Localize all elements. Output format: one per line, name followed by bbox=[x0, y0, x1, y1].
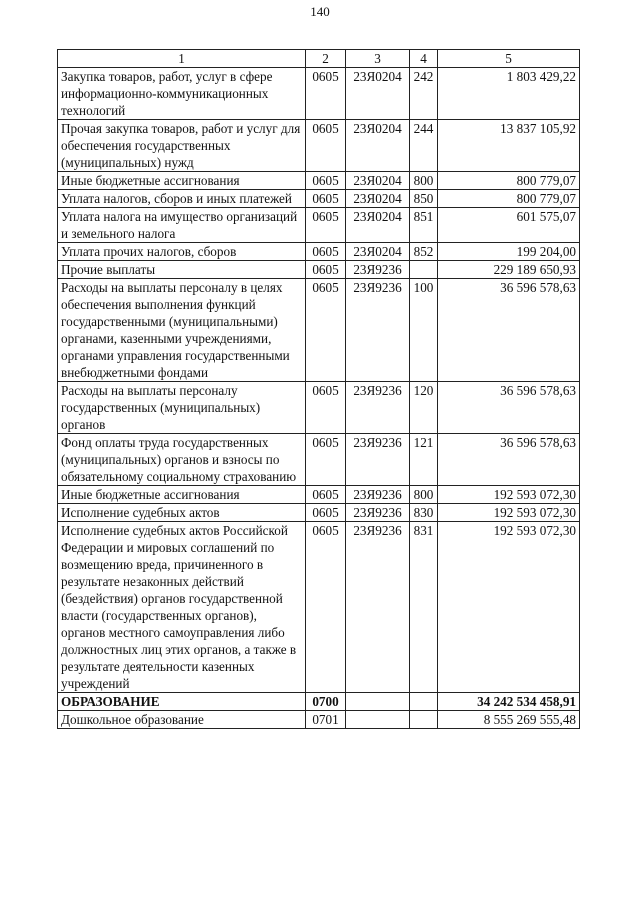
amount-cell: 34 242 534 458,91 bbox=[438, 693, 580, 711]
section-code-cell: 0605 bbox=[306, 504, 346, 522]
row-name-cell: Закупка товаров, работ, услуг в сфере информационно-коммуникационных технологий bbox=[58, 68, 306, 120]
expense-type-cell bbox=[410, 693, 438, 711]
row-name-cell: Иные бюджетные ассигнования bbox=[58, 172, 306, 190]
section-code-cell: 0605 bbox=[306, 190, 346, 208]
table-row bbox=[58, 261, 580, 279]
section-code-cell: 0605 bbox=[306, 434, 346, 486]
target-article-cell: 23Я9236 bbox=[346, 504, 410, 522]
section-code-cell: 0605 bbox=[306, 208, 346, 243]
expense-type-cell: 800 bbox=[410, 172, 438, 190]
row-name-cell: ОБРАЗОВАНИЕ bbox=[58, 693, 306, 711]
target-article-cell: 23Я0204 bbox=[346, 120, 410, 172]
amount-cell: 36 596 578,63 bbox=[438, 279, 580, 382]
section-code-cell: 0701 bbox=[306, 711, 346, 729]
amount-cell: 36 596 578,63 bbox=[438, 434, 580, 486]
header-row bbox=[58, 50, 580, 68]
table-row bbox=[58, 434, 580, 486]
amount-cell: 800 779,07 bbox=[438, 172, 580, 190]
header-col-2: 2 bbox=[306, 50, 346, 68]
amount-cell: 8 555 269 555,48 bbox=[438, 711, 580, 729]
target-article-cell: 23Я0204 bbox=[346, 208, 410, 243]
expense-type-cell: 830 bbox=[410, 504, 438, 522]
amount-cell: 13 837 105,92 bbox=[438, 120, 580, 172]
target-article-cell bbox=[346, 693, 410, 711]
expense-type-cell: 120 bbox=[410, 382, 438, 434]
header-col-4: 4 bbox=[410, 50, 438, 68]
section-code-cell: 0605 bbox=[306, 486, 346, 504]
target-article-cell: 23Я9236 bbox=[346, 382, 410, 434]
amount-cell: 601 575,07 bbox=[438, 208, 580, 243]
row-name-cell: Прочая закупка товаров, работ и услуг для обеспечения государственных (муниципальных) нужд bbox=[58, 120, 306, 172]
target-article-cell: 23Я9236 bbox=[346, 522, 410, 693]
table-row bbox=[58, 68, 580, 120]
target-article-cell: 23Я0204 bbox=[346, 172, 410, 190]
expense-type-cell: 100 bbox=[410, 279, 438, 382]
amount-cell: 192 593 072,30 bbox=[438, 486, 580, 504]
row-name-cell: Расходы на выплаты персоналу государственных (муниципальных) органов bbox=[58, 382, 306, 434]
row-name-cell: Уплата налога на имущество организаций и земельного налога bbox=[58, 208, 306, 243]
table-row bbox=[58, 208, 580, 243]
row-name-cell: Исполнение судебных актов bbox=[58, 504, 306, 522]
row-name-cell: Исполнение судебных актов Российской Федерации и мировых соглашений по возмещению вреда, причиненного в результате незаконных действий (бездействия) органов государственной власти (государственных органов), органов местного самоуправления либо должностных лиц этих органов, а также в результате деятельности казенных учреждений bbox=[58, 522, 306, 693]
table-row bbox=[58, 522, 580, 693]
section-code-cell: 0605 bbox=[306, 279, 346, 382]
expense-type-cell: 852 bbox=[410, 243, 438, 261]
amount-cell: 800 779,07 bbox=[438, 190, 580, 208]
target-article-cell: 23Я9236 bbox=[346, 434, 410, 486]
target-article-cell: 23Я0204 bbox=[346, 68, 410, 120]
table-row bbox=[58, 120, 580, 172]
header-col-5: 5 bbox=[438, 50, 580, 68]
amount-cell: 192 593 072,30 bbox=[438, 504, 580, 522]
expense-type-cell: 831 bbox=[410, 522, 438, 693]
target-article-cell: 23Я0204 bbox=[346, 243, 410, 261]
expense-type-cell bbox=[410, 711, 438, 729]
expense-type-cell: 851 bbox=[410, 208, 438, 243]
row-name-cell: Дошкольное образование bbox=[58, 711, 306, 729]
target-article-cell: 23Я9236 bbox=[346, 261, 410, 279]
table-row bbox=[58, 711, 580, 729]
expense-type-cell: 121 bbox=[410, 434, 438, 486]
amount-cell: 1 803 429,22 bbox=[438, 68, 580, 120]
table-row bbox=[58, 243, 580, 261]
section-code-cell: 0605 bbox=[306, 120, 346, 172]
target-article-cell bbox=[346, 711, 410, 729]
expense-type-cell: 244 bbox=[410, 120, 438, 172]
row-name-cell: Расходы на выплаты персоналу в целях обеспечения выполнения функций государственными (муниципальными) органами, казенными учреждениями, органами управления государственными внебюджетными фондами bbox=[58, 279, 306, 382]
header-col-3: 3 bbox=[346, 50, 410, 68]
budget-table bbox=[57, 49, 580, 729]
section-code-cell: 0605 bbox=[306, 68, 346, 120]
amount-cell: 192 593 072,30 bbox=[438, 522, 580, 693]
expense-type-cell bbox=[410, 261, 438, 279]
table-row bbox=[58, 172, 580, 190]
row-name-cell: Фонд оплаты труда государственных (муниципальных) органов и взносы по обязательному социальному страхованию bbox=[58, 434, 306, 486]
row-name-cell: Уплата прочих налогов, сборов bbox=[58, 243, 306, 261]
amount-cell: 229 189 650,93 bbox=[438, 261, 580, 279]
row-name-cell: Уплата налогов, сборов и иных платежей bbox=[58, 190, 306, 208]
amount-cell: 199 204,00 bbox=[438, 243, 580, 261]
row-name-cell: Иные бюджетные ассигнования bbox=[58, 486, 306, 504]
expense-type-cell: 850 bbox=[410, 190, 438, 208]
row-name-cell: Прочие выплаты bbox=[58, 261, 306, 279]
target-article-cell: 23Я0204 bbox=[346, 190, 410, 208]
expense-type-cell: 800 bbox=[410, 486, 438, 504]
section-code-cell: 0700 bbox=[306, 693, 346, 711]
header-col-1: 1 bbox=[58, 50, 306, 68]
section-code-cell: 0605 bbox=[306, 261, 346, 279]
table-row bbox=[58, 504, 580, 522]
section-code-cell: 0605 bbox=[306, 382, 346, 434]
amount-cell: 36 596 578,63 bbox=[438, 382, 580, 434]
section-code-cell: 0605 bbox=[306, 522, 346, 693]
table-row bbox=[58, 279, 580, 382]
table-row bbox=[58, 382, 580, 434]
page-number: 140 bbox=[310, 4, 330, 19]
table-row bbox=[58, 486, 580, 504]
section-code-cell: 0605 bbox=[306, 243, 346, 261]
expense-type-cell: 242 bbox=[410, 68, 438, 120]
table-body bbox=[58, 68, 580, 729]
table-row bbox=[58, 693, 580, 711]
table-row bbox=[58, 190, 580, 208]
target-article-cell: 23Я9236 bbox=[346, 486, 410, 504]
section-code-cell: 0605 bbox=[306, 172, 346, 190]
target-article-cell: 23Я9236 bbox=[346, 279, 410, 382]
